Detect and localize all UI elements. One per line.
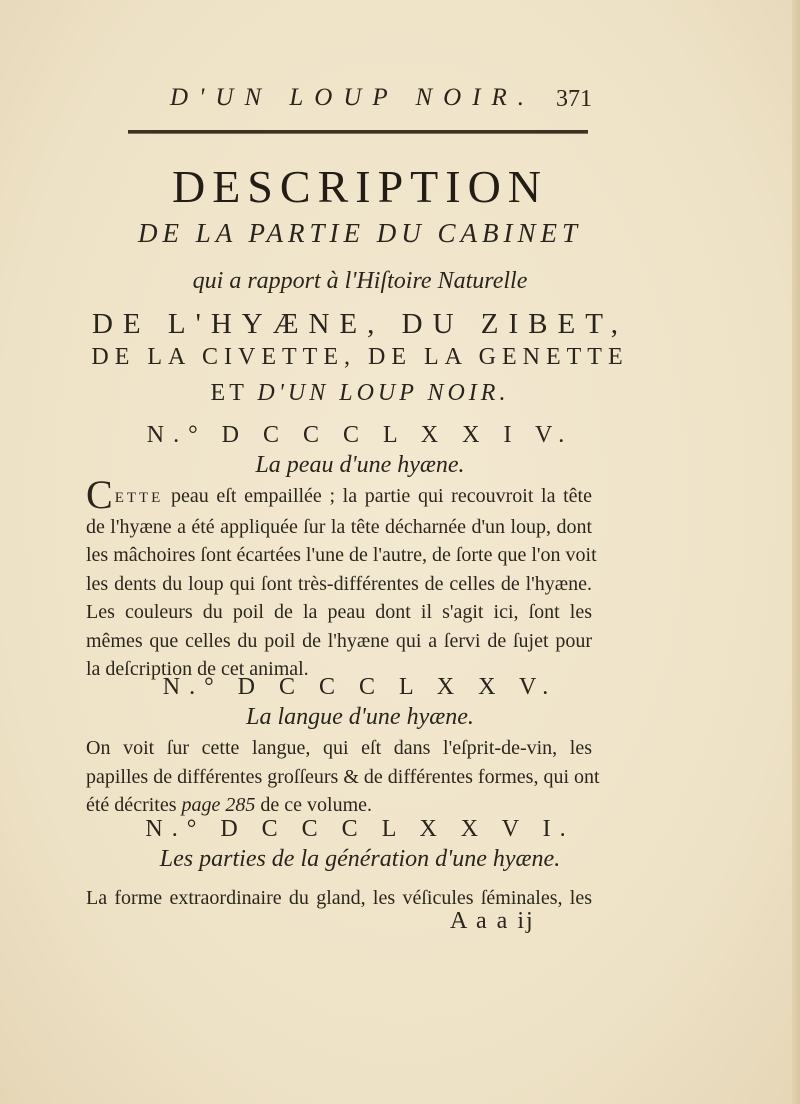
heading-civette-genette: DE LA CIVETTE, DE LA GENETTE bbox=[91, 344, 629, 370]
text-line: On voit ſur cette langue, qui eſt dans l'eſprit-de-vin, les bbox=[86, 737, 592, 759]
item-number-876: N.° D C C C L X X V I. bbox=[145, 816, 575, 842]
item-caption-875: La langue d'une hyæne. bbox=[246, 704, 474, 730]
heading-histoire-naturelle: qui a rapport à l'Hiſtoire Naturelle bbox=[192, 268, 528, 294]
text-line: La forme extraordinaire du gland, les véſicules ſéminales, les bbox=[86, 887, 592, 909]
page-reference: page 285 bbox=[181, 794, 256, 816]
item-caption-874: La peau d'une hyæne. bbox=[255, 452, 465, 478]
text-line: Les couleurs du poil de la peau dont il s'agit ici, ſont les bbox=[86, 601, 592, 623]
text-line: de l'hyæne a été appliquée ſur la tête décharnée d'un loup, dont bbox=[86, 515, 592, 538]
text-line: mêmes que celles du poil de l'hyæne qui a ſervi de ſujet pour bbox=[86, 629, 592, 652]
running-head-title: D'UN LOUP NOIR. bbox=[170, 84, 536, 111]
item-caption-876: Les parties de la génération d'une hyæne. bbox=[159, 846, 561, 872]
running-head bbox=[170, 84, 610, 124]
heading-partie-du-cabinet: DE LA PARTIE DU CABINET bbox=[137, 218, 582, 248]
heading-et: ET bbox=[210, 380, 248, 406]
page-number: 371 bbox=[556, 86, 592, 112]
text-line: les dents du loup qui ſont très-différentes de celles de l'hyæne. bbox=[86, 572, 592, 595]
text-line: CETTE peau eſt empaillée ; la partie qui recouvroit la tête bbox=[86, 472, 592, 517]
header-rule bbox=[128, 130, 588, 134]
item-text-874 bbox=[86, 472, 597, 684]
item-number-875: N.° D C C C L X X V. bbox=[162, 674, 558, 700]
heading-loup-noir bbox=[80, 380, 640, 407]
text-line: été décrites page 285 de ce volume. bbox=[86, 794, 373, 816]
text-line: les mâchoires ſont écartées l'une de l'autre, de ſorte que l'on voit bbox=[86, 544, 597, 566]
drop-cap: C bbox=[86, 472, 113, 517]
text-line: papilles de différentes groſſeurs & de différentes formes, qui ont bbox=[86, 765, 600, 788]
item-text-875 bbox=[86, 734, 600, 820]
heading-description: DESCRIPTION bbox=[171, 161, 549, 212]
text-line: la deſcription de cet animal. bbox=[86, 658, 309, 680]
page-edge bbox=[792, 0, 800, 1104]
heading-hyaene-zibet: DE L'HYÆNE, DU ZIBET, bbox=[91, 308, 629, 340]
item-number-874: N.° D C C C L X X I V. bbox=[146, 422, 574, 448]
signature-mark: A a a ij bbox=[450, 908, 535, 934]
heading-dun-loup-noir: D'UN LOUP NOIR. bbox=[257, 380, 510, 406]
small-caps: ETTE bbox=[114, 490, 164, 506]
